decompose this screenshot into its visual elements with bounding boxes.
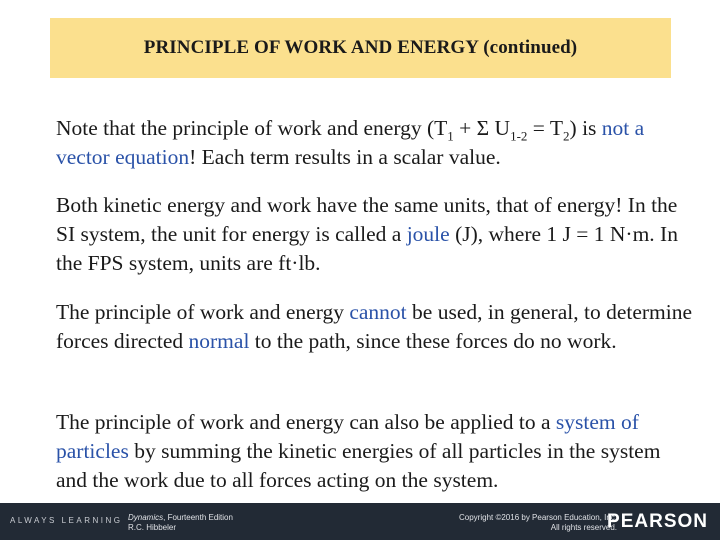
text: be used, in general, to determine forces directed — [56, 300, 693, 353]
always-learning-tagline: ALWAYS LEARNING — [10, 516, 123, 525]
book-author: R.C. Hibbeler — [128, 523, 177, 532]
text: (J), where 1 J = 1 N·m. In the FPS system, units are ft·lb. — [56, 222, 678, 275]
rights-line: All rights reserved. — [550, 523, 617, 532]
highlight-not-vector: not a vector equation — [56, 116, 645, 169]
paragraph-system-of-particles — [56, 408, 696, 495]
text: ) is — [569, 116, 602, 140]
pearson-logo: PEARSON — [607, 511, 708, 532]
text: Both kinetic energy and work have the same units, that of energy! In the SI system, the unit for energy is called a — [56, 193, 678, 246]
highlight-normal: normal — [188, 329, 250, 353]
paragraph-units — [56, 191, 696, 278]
highlight-system-of-particles: system of particles — [56, 410, 639, 463]
text: Note that the principle of work and energy (T — [56, 116, 448, 140]
text: = T — [527, 116, 564, 140]
text: to the path, since these forces do no work. — [249, 329, 617, 353]
text: by summing the kinetic energies of all particles in the system and the work due to all forces acting on the system. — [56, 439, 661, 492]
footer-bar — [0, 503, 720, 540]
text: The principle of work and energy can also be applied to a — [56, 410, 556, 434]
slide-title: PRINCIPLE OF WORK AND ENERGY (continued) — [143, 37, 578, 58]
book-title: Dynamics — [128, 513, 164, 522]
book-edition: , Fourteenth Edition — [163, 513, 233, 522]
highlight-joule: joule — [406, 222, 450, 246]
subscript: 2 — [563, 128, 570, 144]
book-info — [128, 513, 233, 533]
copyright-line: Copyright ©2016 by Pearson Education, Inc. — [459, 513, 617, 522]
subscript: 1-2 — [510, 128, 528, 144]
text: + Σ U — [453, 116, 511, 140]
paragraph-normal-forces — [56, 298, 696, 356]
text: The principle of work and energy — [56, 300, 350, 324]
text: ! Each term results in a scalar value. — [189, 145, 501, 169]
subscript: 1 — [447, 128, 454, 144]
paragraph-scalar-equation — [56, 114, 696, 172]
highlight-cannot: cannot — [349, 300, 407, 324]
copyright-notice — [459, 513, 617, 533]
slide-title-banner — [50, 18, 671, 78]
